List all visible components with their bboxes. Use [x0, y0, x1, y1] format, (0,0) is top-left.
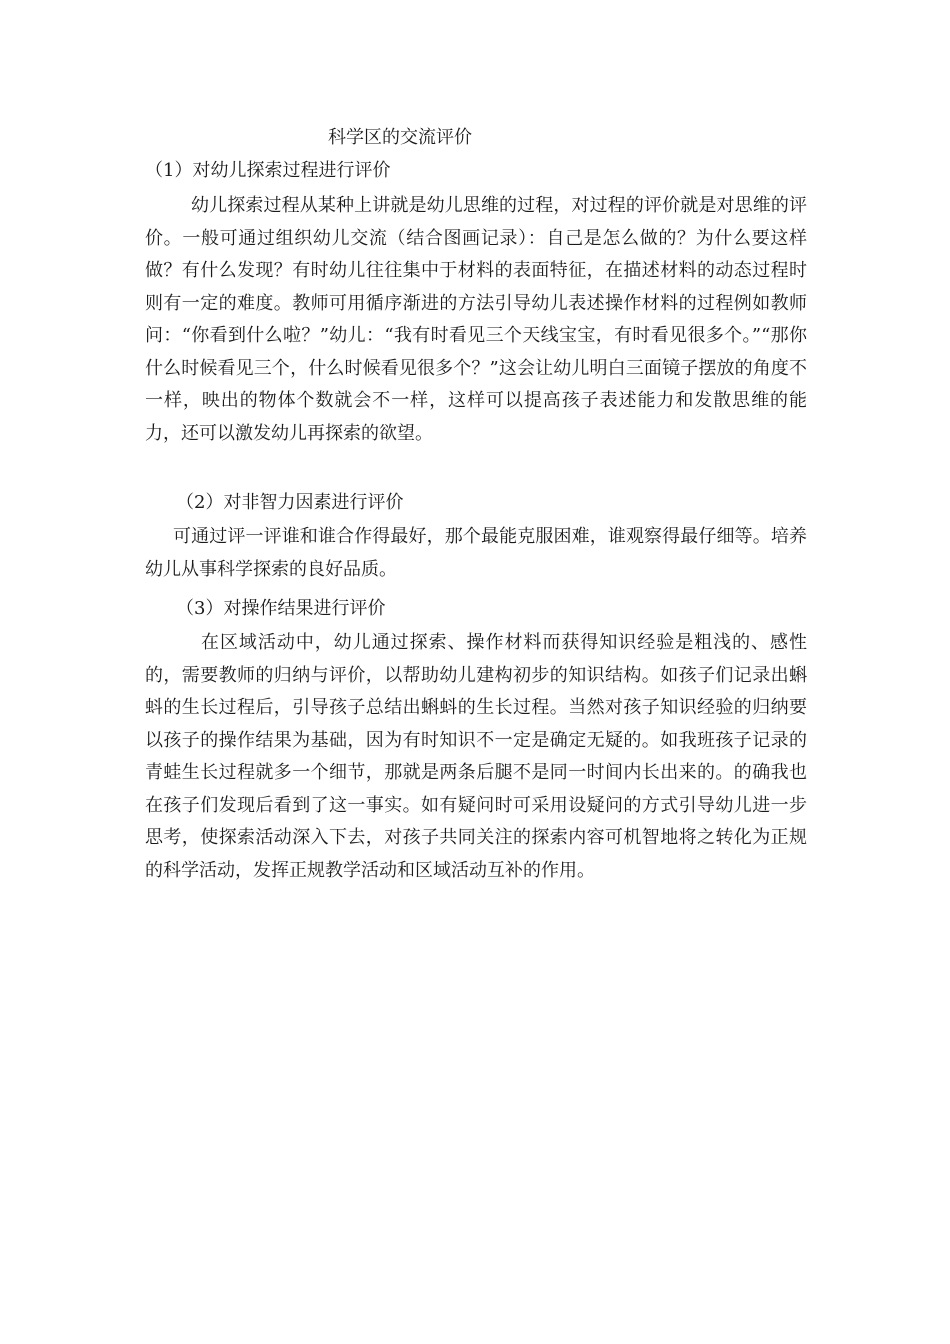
section-heading-results: （3）对操作结果进行评价 [176, 598, 386, 619]
section-body-process: 幼儿探索过程从某种上讲就是幼儿思维的过程，对过程的评价就是对思维的评价。一般可通过组织幼儿交流（结合图画记录）：自己是怎么做的？为什么要这样做？有什么发现？有时幼儿往往集中于材料的表面特征，在描述材料的动态过程时则有一定的难度。教师可用循序渐进的方法引导幼儿表述操作材料的过程例如教师问：“你看到什么啦？”幼儿：“我有时看见三个天线宝宝，有时看见很多个。”“那你什么时候看见三个，什么时候看见很多个？”这会让幼儿明白三面镜子摆放的角度不一样，映出的物体个数就会不一样，这样可以提高孩子表述能力和发散思维的能力，还可以激发幼儿再探索的欲望。 [145, 195, 807, 444]
document-title: 科学区的交流评价 [328, 127, 472, 148]
section-heading-process: （1）对幼儿探索过程进行评价 [145, 160, 391, 181]
section-body-non-intellectual: 可通过评一评谁和谁合作得最好，那个最能克服困难，谁观察得最仔细等。培养幼儿从事科学探索的良好品质。 [145, 526, 807, 580]
section-heading-non-intellectual: （2）对非智力因素进行评价 [176, 492, 404, 513]
section-body-results: 在区域活动中，幼儿通过探索、操作材料而获得知识经验是粗浅的、感性的，需要教师的归纳与评价，以帮助幼儿建构初步的知识结构。如孩子们记录出蝌蚪的生长过程后，引导孩子总结出蝌蚪的生长过程。当然对孩子知识经验的归纳要以孩子的操作结果为基础，因为有时知识不一定是确定无疑的。如我班孩子记录的青蛙生长过程就多一个细节，那就是两条后腿不是同一时间内长出来的。的确我也在孩子们发现后看到了这一事实。如有疑问时可采用设疑问的方式引导幼儿进一步思考，使探索活动深入下去，对孩子共同关注的探索内容可机智地将之转化为正规的科学活动，发挥正规教学活动和区域活动互补的作用。 [145, 632, 807, 881]
